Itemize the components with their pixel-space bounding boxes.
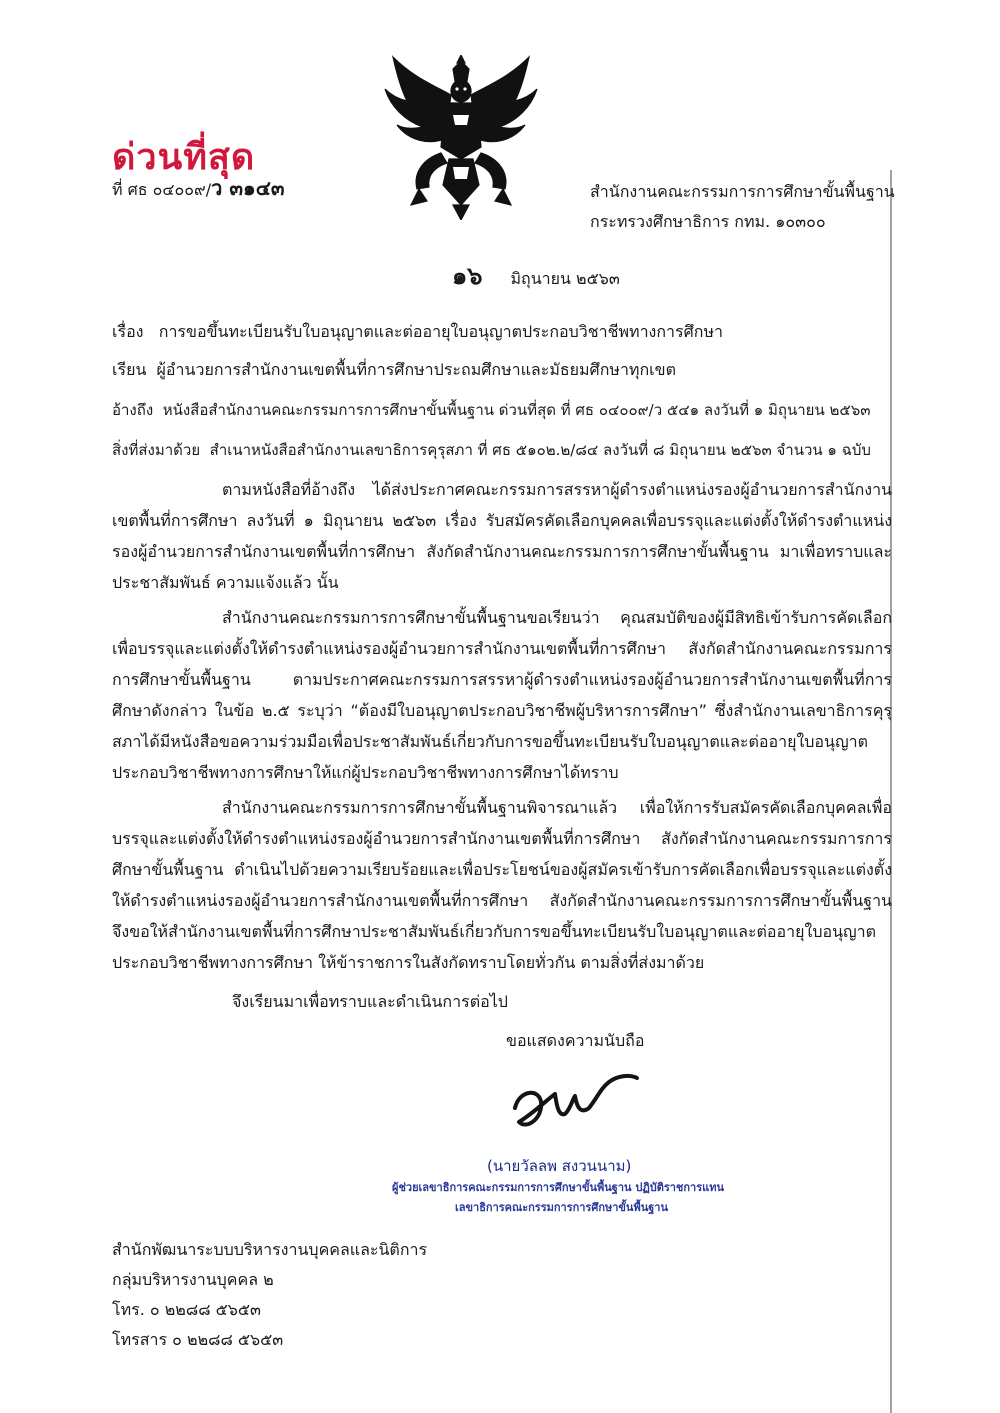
enclosure-line [112, 440, 871, 460]
subject-line [112, 322, 723, 342]
issuing-ministry: กระทรวงศึกษาธิการ กทม. ๑๐๓๐๐ [590, 212, 826, 231]
regards-line: ขอแสดงความนับถือ [506, 1031, 645, 1050]
addressee-label: เรียน [112, 360, 147, 379]
issuing-office: สำนักงานคณะกรรมการการศึกษาขั้นพื้นฐาน [590, 182, 895, 201]
date-day: ๑๖ [452, 262, 483, 290]
body-paragraph-2 [112, 602, 892, 788]
footer-fax: โทรสาร ๐ ๒๒๘๘ ๕๖๕๓ [112, 1330, 284, 1349]
reference-text: หนังสือสำนักงานคณะกรรมการการศึกษาขั้นพื้นฐาน ด่วนที่สุด ที่ ศธ ๐๔๐๐๙/ว ๕๔๑ ลงวันที่ ๑ มิถุนายน ๒๕๖๓ [162, 401, 871, 419]
garuda-emblem-icon [383, 55, 539, 220]
footer-telephone: โทร. ๐ ๒๒๘๘ ๕๖๕๓ [112, 1300, 261, 1319]
paragraph-1-text: ตามหนังสือที่อ้างถึง ได้ส่งประกาศคณะกรรมการสรรหาผู้ดำรงตำแหน่งรองผู้อำนวยการสำนักงานเขตพื้นที่การศึกษา ลงวันที่ ๑ มิถุนายน ๒๕๖๓ เรื่อง รับสมัครคัดเลือกบุคคลเพื่อบรรจุและแต่งตั้งให้ดำรงตำแหน่งรองผู้อำนวยการสำนักงานเขตพื้นที่การศึกษา สังกัดสำนักงานคณะกรรมการการศึกษาขั้นพื้นฐาน มาเพื่อทราบและประชาสัมพันธ์ ความแจ้งแล้ว นั้น [112, 480, 892, 592]
addressee-line [112, 360, 676, 380]
body-paragraph-1 [112, 474, 892, 598]
reference-prefix: ที่ ศธ ๐๔๐๐๙/ [112, 180, 212, 199]
reference-line [112, 400, 871, 420]
paragraph-3-text: สำนักงานคณะกรรมการการศึกษาขั้นพื้นฐานพิจารณาแล้ว เพื่อให้การรับสมัครคัดเลือกบุคคลเพื่อบรรจุและแต่งตั้งให้ดำรงตำแหน่งรองผู้อำนวยการสำนักงานเขตพื้นที่การศึกษา สังกัดสำนักงานคณะกรรมการการศึกษาขั้นพื้นฐาน ดำเนินไปด้วยความเรียบร้อยและเพื่อประโยชน์ของผู้สมัครเข้ารับการคัดเลือกเพื่อบรรจุและแต่งตั้งให้ดำรงตำแหน่งรองผู้อำนวยการสำนักงานเขตพื้นที่การศึกษา สังกัดสำนักงานคณะกรรมการการศึกษาขั้นพื้นฐาน จึงขอให้สำนักงานเขตพื้นที่การศึกษาประชาสัมพันธ์เกี่ยวกับการขอขึ้นทะเบียนรับใบอนุญาตและต่ออายุใบอนุญาตประกอบวิชาชีพทางการศึกษา ให้ข้าราชการในสังกัดทราบโดยทั่วกัน ตามสิ่งที่ส่งมาด้วย [112, 798, 892, 972]
signer-position-line-1: ผู้ช่วยเลขาธิการคณะกรรมการการศึกษาขั้นพื้นฐาน ปฏิบัติราชการแทน [392, 1181, 725, 1194]
date-month-year: มิถุนายน ๒๕๖๓ [510, 269, 620, 288]
signer-name: (นายวัลลพ สงวนนาม) [487, 1157, 632, 1175]
reference-number: ว ๓๑๔๓ [211, 176, 285, 200]
enclosure-text: สำเนาหนังสือสำนักงานเลขาธิการคุรุสภา ที่ ศธ ๕๑๐๒.๒/๘๔ ลงวันที่ ๘ มิถุนายน ๒๕๖๓ จำนวน ๑ ฉบับ [209, 441, 871, 459]
addressee-text: ผู้อำนวยการสำนักงานเขตพื้นที่การศึกษาประถมศึกษาและมัธยมศึกษาทุกเขต [156, 360, 676, 379]
handwritten-signature [505, 1068, 645, 1138]
footer-group: กลุ่มบริหารงานบุคคล ๒ [112, 1270, 274, 1289]
subject-text: การขอขึ้นทะเบียนรับใบอนุญาตและต่ออายุใบอนุญาตประกอบวิชาชีพทางการศึกษา [158, 322, 724, 341]
reference-label: อ้างถึง [112, 401, 154, 419]
body-paragraph-3 [112, 792, 892, 978]
document-reference [112, 178, 285, 200]
footer-office: สำนักพัฒนาระบบบริหารงานบุคคลและนิติการ [112, 1240, 428, 1259]
closing-line: จึงเรียนมาเพื่อทราบและดำเนินการต่อไป [232, 992, 508, 1011]
urgency-stamp: ด่วนที่สุด [112, 137, 256, 178]
paragraph-2-text: สำนักงานคณะกรรมการการศึกษาขั้นพื้นฐานขอเรียนว่า คุณสมบัติของผู้มีสิทธิเข้ารับการคัดเลือกเพื่อบรรจุและแต่งตั้งให้ดำรงตำแหน่งรองผู้อำนวยการสำนักงานเขตพื้นที่การศึกษา สังกัดสำนักงานคณะกรรมการการศึกษาขั้นพื้นฐาน ตามประกาศคณะกรรมการสรรหาผู้ดำรงตำแหน่งรองผู้อำนวยการสำนักงานเขตพื้นที่การศึกษาดังกล่าว ในข้อ ๒.๕ ระบุว่า “ต้องมีใบอนุญาตประกอบวิชาชีพผู้บริหารการศึกษา” ซึ่งสำนักงานเลขาธิการคุรุสภาได้มีหนังสือขอความร่วมมือเพื่อประชาสัมพันธ์เกี่ยวกับการขอขึ้นทะเบียนรับใบอนุญาตและต่ออายุใบอนุญาตประกอบวิชาชีพทางการศึกษาให้แก่ผู้ประกอบวิชาชีพทางการศึกษาได้ทราบ [112, 608, 892, 782]
signer-position-line-2: เลขาธิการคณะกรรมการการศึกษาขั้นพื้นฐาน [455, 1201, 668, 1214]
subject-label: เรื่อง [112, 322, 144, 341]
document-date [452, 262, 620, 290]
enclosure-label: สิ่งที่ส่งมาด้วย [112, 441, 201, 459]
